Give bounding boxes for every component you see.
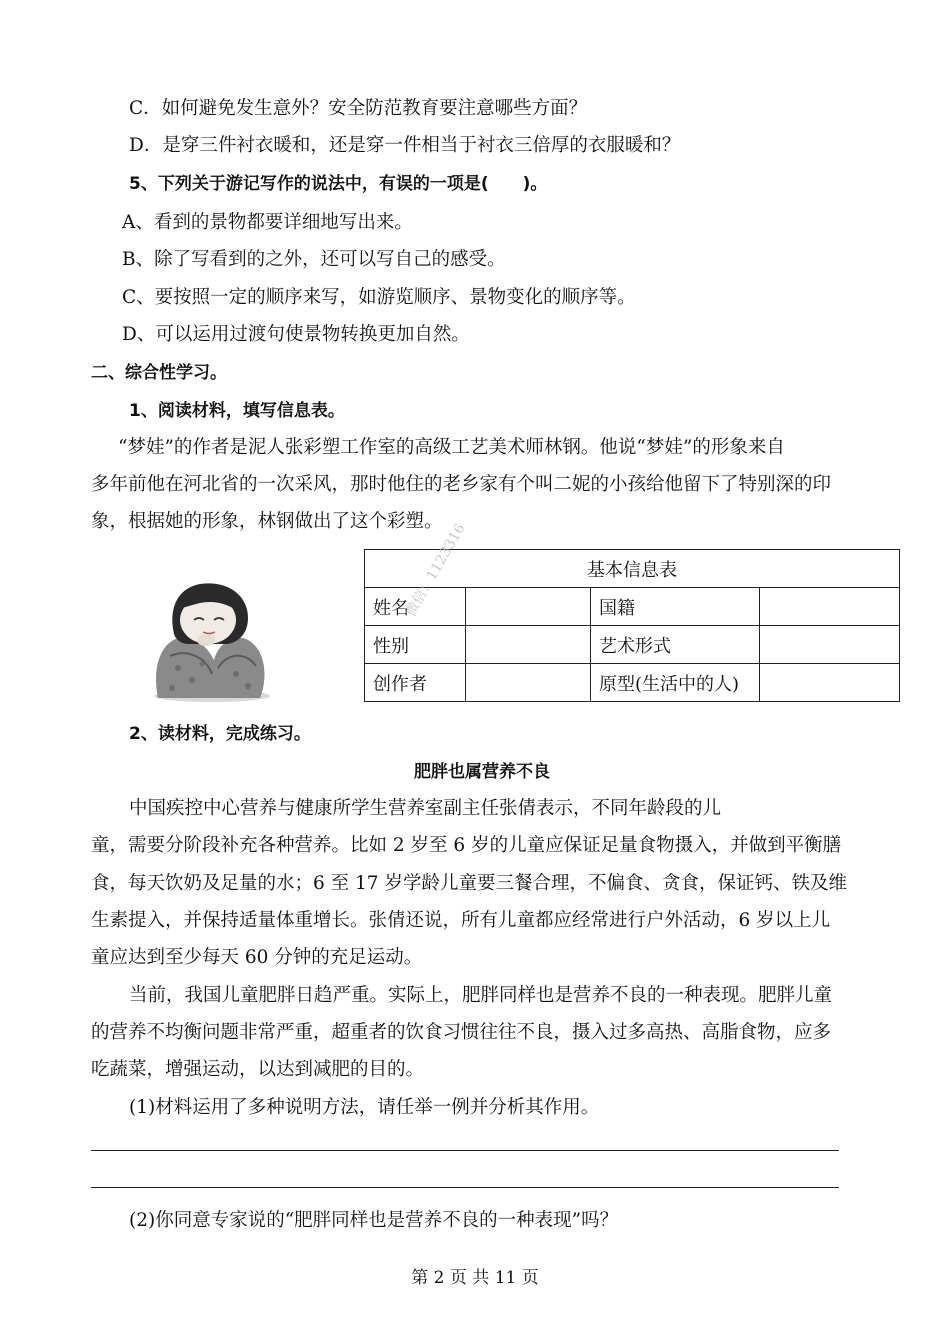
q5-option-d: D、可以运用过渡句使景物转换更加自然。 <box>122 324 470 345</box>
table-label: 姓名 <box>365 588 466 626</box>
q4-option-d: D．是穿三件衬衣暖和，还是穿一件相当于衬衣三倍厚的衣服暖和？ <box>129 135 681 156</box>
q5-option-c: C、要按照一定的顺序来写，如游览顺序、景物变化的顺序等。 <box>122 287 636 308</box>
sub-question-1: (1)材料运用了多种说明方法，请任举一例并分析其作用。 <box>129 1097 600 1118</box>
watermark: 微信：1123316 <box>402 521 469 620</box>
girl-figurine-image <box>148 548 272 702</box>
q2-title: 2、读材料，完成练习。 <box>129 724 311 744</box>
answer-line[interactable] <box>91 1150 839 1151</box>
section2-title: 二、综合性学习。 <box>91 363 227 383</box>
answer-line[interactable] <box>91 1187 839 1188</box>
q1-title: 1、阅读材料，填写信息表。 <box>129 401 345 421</box>
table-blank-cell[interactable] <box>466 626 591 664</box>
q5-option-b: B、除了写看到的之外，还可以写自己的感受。 <box>122 249 506 270</box>
article-line: 食，每天饮奶及足量的水；6 至 17 岁学龄儿童要三餐合理，不偏食、贪食，保证钙、铁及维 <box>91 873 847 894</box>
table-row <box>365 664 900 702</box>
table-blank-cell[interactable] <box>760 626 900 664</box>
article-line: 吃蔬菜，增强运动，以达到减肥的目的。 <box>91 1059 425 1080</box>
table-blank-cell[interactable] <box>466 664 591 702</box>
q1-passage-line: “梦娃”的作者是泥人张彩塑工作室的高级工艺美术师林钢。他说“梦娃”的形象来自 <box>118 437 785 458</box>
article-line: 童应达到至少每天 60 分钟的充足运动。 <box>91 947 423 968</box>
article-line: 的营养不均衡问题非常严重，超重者的饮食习惯往往不良，摄入过多高热、高脂食物，应多 <box>91 1022 832 1043</box>
article-line: 当前，我国儿童肥胖日趋严重。实际上，肥胖同样也是营养不良的一种表现。肥胖儿童 <box>129 985 833 1006</box>
table-label: 原型(生活中的人) <box>591 664 760 702</box>
q1-passage-line: 象，根据她的形象，林钢做出了这个彩塑。 <box>91 511 443 532</box>
table-row <box>365 626 900 664</box>
article-title: 肥胖也属营养不良 <box>414 762 550 782</box>
q4-option-c: C．如何避免发生意外？安全防范教育要注意哪些方面？ <box>129 98 588 119</box>
table-label: 创作者 <box>365 664 466 702</box>
q1-passage-line: 多年前他在河北省的一次采风，那时他住的老乡家有个叫二妮的小孩给他留下了特别深的印 <box>91 474 832 495</box>
table-blank-cell[interactable] <box>760 588 900 626</box>
sub-question-2: (2)你同意专家说的“肥胖同样也是营养不良的一种表现”吗？ <box>129 1210 619 1231</box>
table-label: 性别 <box>365 626 466 664</box>
table-label: 国籍 <box>591 588 760 626</box>
table-header: 基本信息表 <box>365 550 900 588</box>
table-label: 艺术形式 <box>591 626 760 664</box>
article-line: 童，需要分阶段补充各种营养。比如 2 岁至 6 岁的儿童应保证足量食物摄入，并做到平衡膳 <box>91 835 842 856</box>
q5-option-a: A、看到的景物都要详细地写出来。 <box>122 212 413 233</box>
q5-stem: 5、下列关于游记写作的说法中，有误的一项是( )。 <box>129 174 548 194</box>
page-footer: 第 2 页 共 11 页 <box>411 1268 539 1288</box>
table-blank-cell[interactable] <box>760 664 900 702</box>
article-line: 生素提入，并保持适量体重增长。张倩还说，所有儿童都应经常进行户外活动，6 岁以上儿 <box>91 910 831 931</box>
table-row <box>365 588 900 626</box>
table-blank-cell[interactable] <box>466 588 591 626</box>
article-line: 中国疾控中心营养与健康所学生营养室副主任张倩表示，不同年龄段的儿 <box>129 798 722 819</box>
